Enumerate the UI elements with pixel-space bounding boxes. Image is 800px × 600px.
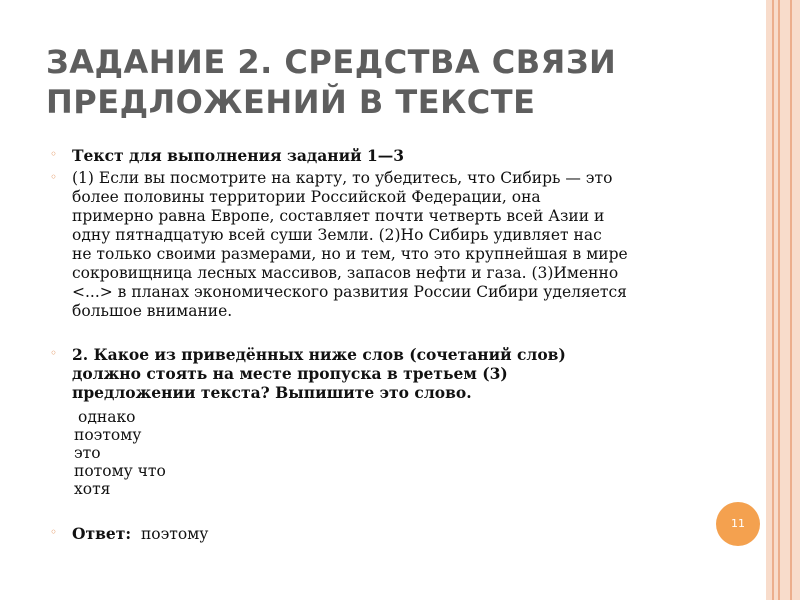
slide-content (44, 146, 704, 544)
question-item (44, 345, 704, 402)
question-line: 2. Какое из приведённых ниже слов (сочетаний слов) (72, 345, 566, 364)
answer-value: поэтому (140, 525, 209, 543)
question-line: предложении текста? Выпишите это слово. (72, 383, 472, 402)
option-item: потому что (74, 462, 166, 480)
slide-title-line-1: ЗАДАНИЕ 2. СРЕДСТВА СВЯЗИ (46, 43, 617, 81)
answer-item (44, 524, 704, 544)
passage-line: сокровищница лесных массивов, запасов нефти и газа. (3)Именно (72, 264, 619, 282)
slide-title-line-2: ПРЕДЛОЖЕНИЙ В ТЕКСТЕ (46, 83, 536, 121)
intro-item (44, 146, 704, 165)
decorative-border-line (790, 0, 792, 600)
bullet-icon: ◦ (50, 525, 58, 539)
bullet-icon: ◦ (50, 147, 58, 161)
decorative-border-line (772, 0, 774, 600)
option-item: поэтому (74, 426, 142, 444)
passage-line: <...> в планах экономического развития России Сибири уделяется (72, 283, 627, 301)
passage-line: не только своими размерами, но и тем, что это крупнейшая в мире (72, 245, 628, 263)
slide-title (46, 42, 746, 122)
bullet-icon: ◦ (50, 170, 58, 184)
passage-line: большое внимание. (72, 302, 233, 320)
passage-line: (1) Если вы посмотрите на карту, то убедитесь, что Сибирь — это (72, 169, 613, 187)
passage-line: примерно равна Европе, составляет почти четверть всей Азии и (72, 207, 605, 225)
options-list (44, 408, 704, 498)
passage-line: более половины территории Российской Федерации, она (72, 188, 541, 206)
passage-item (44, 169, 704, 321)
option-item: однако (78, 408, 136, 426)
intro-text: Текст для выполнения заданий 1—3 (72, 146, 405, 165)
bullet-icon: ◦ (50, 346, 58, 360)
answer-label: Ответ: (72, 524, 132, 543)
page-number-badge: 11 (716, 502, 760, 546)
option-item: хотя (74, 480, 111, 498)
passage-line: одну пятнадцатую всей суши Земли. (2)Но Сибирь удивляет нас (72, 226, 602, 244)
decorative-border-line (778, 0, 780, 600)
question-line: должно стоять на месте пропуска в третьем (3) (72, 364, 508, 383)
option-item: это (74, 444, 101, 462)
